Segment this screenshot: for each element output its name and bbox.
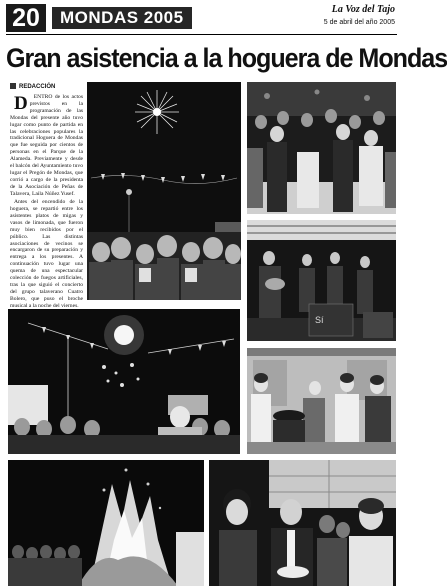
article-headline: Gran asistencia a la hoguera de Mondas [6, 43, 447, 73]
photo-cooking-women [247, 348, 396, 454]
header-rule [6, 34, 397, 35]
drop-cap: D [14, 93, 28, 114]
byline [10, 83, 55, 91]
photo-officials [209, 460, 396, 586]
publication-name: La Voz del Tajo [331, 4, 395, 15]
article-paragraph-2: Antes del encendido de la hoguera, se repartió entre los asistentes platos de migas y vasos de limonada, que fueron muy bien recibidos por el público. Las distintas asociaciones de vecinos se encargaron de su preparación y entrega a los presentes. A continuación tuvo lugar una quema de una espectacular colección de fuegos artificiales, tras la que siguió el concierto del grupo talaverano Cuatro Bolero, que puso el broche musical a la noche del viernes. [10, 199, 83, 309]
article-paragraph-1: ENTRO de los actos previstos en la programación de las Mondas del presente año tuvo lugar como punto de partida en las celebraciones populares la tradicional Hoguera de Mondas que fue seguida por cientos de personas en el Parque de la Alameda. Previamente y desde el balcón del Ayuntamiento tuvo lugar el Pregón de Mondas, que corrió a cargo de la presidenta de la Asociación de Peñas de Talavera, Laila Núñez Yusef. [10, 94, 83, 197]
byline-text: REDACCIÓN [19, 84, 56, 90]
photo-concert-stage [247, 220, 396, 341]
page-number: 20 [6, 4, 46, 32]
photo-crowd-park [247, 82, 396, 214]
photo-bonfire [8, 460, 204, 586]
byline-square-icon [10, 83, 16, 89]
section-title: MONDAS 2005 [52, 7, 192, 29]
photo-fireworks-crowd [87, 82, 241, 300]
article-body [10, 93, 83, 309]
stage-sign-text: Sí [315, 315, 324, 325]
page-header [6, 4, 397, 32]
publication-date: 5 de abril del año 2005 [323, 19, 395, 26]
photo-fireworks-park [8, 309, 240, 454]
